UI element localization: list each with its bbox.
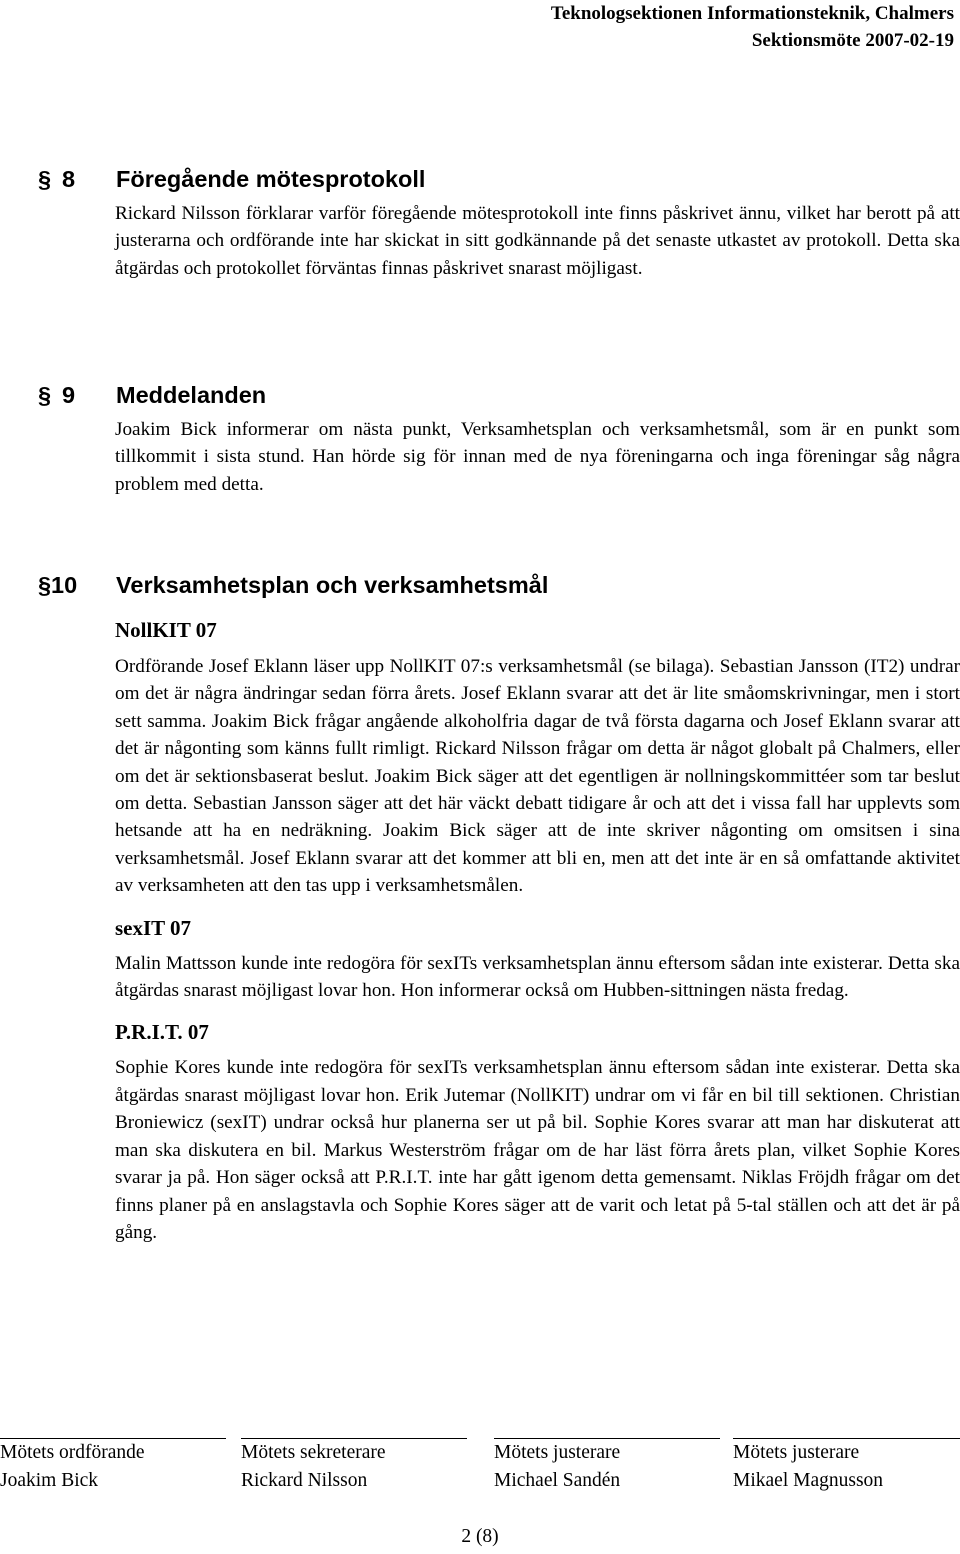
section-number: 10 xyxy=(51,572,78,598)
signature-secretary xyxy=(241,1438,467,1495)
signature-adjuster-2 xyxy=(733,1438,960,1495)
section-body xyxy=(115,416,960,498)
header-org: Teknologsektionen Informationsteknik, Chalmers xyxy=(550,3,954,24)
section-title: Meddelanden xyxy=(116,382,267,408)
signature-name: Mikael Magnusson xyxy=(733,1470,884,1491)
subsection-heading-sexit: sexIT 07 xyxy=(115,915,192,940)
page-header xyxy=(551,0,954,54)
section-sign: § xyxy=(38,382,52,408)
section-10 xyxy=(0,572,960,1246)
subsection-body-prit xyxy=(115,1054,960,1246)
page-number: 2 (8) xyxy=(461,1526,499,1547)
signature-adjuster-1 xyxy=(494,1438,720,1495)
section-body xyxy=(115,200,960,282)
paragraph: Ordförande Josef Eklann läser upp NollKIT 07:s verksamhetsmål (se bilaga). Sebastian Jansson (IT2) undrar om det är några ändringar sedan förra årets. Josef Eklann svarar att det är lite småomskrivningar, men i stort sett samma. Joakim Bick frågar angående alkoholfria dagar de två första dagarna och Josef Eklann svarar att det är någonting som känns fullt rimligt. Rickard Nilsson frågar om detta är något globalt på Chalmers, eller om det är sektionsbaserat beslut. Joakim Bick säger att det egentligen är nollningskommittéer som tar beslut om detta. Sebastian Jansson säger att det här väckt debatt tidigare år och att det i vissa fall har upplevts som hetsande att ha en nedräkning. Joakim Bick säger att de inte skriver någonting om omsitsen i sina verksamhetsmål. Josef Eklann svarar att det kommer att bli en, men att det inte är en så omfattande aktivitet av verksamheten att den tas upp i verksamhetsmålen. xyxy=(115,656,960,897)
signature-role: Mötets ordförande xyxy=(0,1442,145,1463)
paragraph: Sophie Kores kunde inte redogöra för sexITs verksamhetsplan ännu eftersom sådan inte existerar. Detta ska åtgärdas snarast möjligast lovar hon. Erik Jutemar (NollKIT) undrar om vi får en bil till sektionen. Christian Broniewicz (sexIT) undrar också hur planerna ser ut på bil. Sophie Kores svarar att man har diskuterat att man ska diskutera en bil. Markus Westerström frågar om de har läst förra årets plan, vilket Sophie Kores svarar ja på. Hon säger också att P.R.I.T. inte har gått igenom detta gemensamt. Niklas Fröjdh frågar om det finns planer på en anslagstavla och Sophie Kores säger att de varit och letat på 5-tal ställen och att det är på gång. xyxy=(115,1057,960,1243)
signature-name: Michael Sandén xyxy=(494,1470,621,1491)
paragraph: Joakim Bick informerar om nästa punkt, Verksamhetsplan och verksamhetsmål, som är en punkt som tillkommit i sista stund. Han hörde sig för innan med de nya föreningarna och inga föreningar såg några problem med detta. xyxy=(115,419,960,495)
paragraph: Malin Mattsson kunde inte redogöra för sexITs verksamhetsplan ännu eftersom sådan inte existerar. Detta ska åtgärdas snarast möjligast lovar hon. Hon informerar också om Hubben-sittningen nästa fredag. xyxy=(115,952,960,1002)
section-sign: § xyxy=(38,572,52,598)
header-meeting: Sektionsmöte 2007-02-19 xyxy=(751,30,954,51)
signature-block xyxy=(0,1438,960,1498)
signature-role: Mötets sekreterare xyxy=(241,1442,386,1463)
section-number: 8 xyxy=(62,166,76,192)
section-number: 9 xyxy=(62,382,76,408)
signature-chair xyxy=(0,1438,226,1495)
section-title: Föregående mötesprotokoll xyxy=(116,166,426,192)
signature-name: Joakim Bick xyxy=(0,1470,99,1491)
section-title: Verksamhetsplan och verksamhetsmål xyxy=(116,572,549,598)
paragraph: Rickard Nilsson förklarar varför föregående mötesprotokoll inte finns påskrivet ännu, vilket har berott på att justerarna och ordförande inte har skickat in sitt godkännande på det senaste utkastet av protokoll. Detta ska åtgärdas och protokollet förväntas finnas påskrivet snarast möjligast. xyxy=(115,203,960,279)
section-8 xyxy=(0,166,960,282)
section-9 xyxy=(0,382,960,498)
section-heading xyxy=(0,166,960,200)
section-sign: § xyxy=(38,166,52,192)
signature-role: Mötets justerare xyxy=(494,1442,621,1463)
subsection-body-nollkit xyxy=(115,653,960,900)
subsection-heading-nollkit: NollKIT 07 xyxy=(115,618,217,642)
section-heading xyxy=(0,572,960,606)
signature-role: Mötets justerare xyxy=(733,1442,860,1463)
section-heading xyxy=(0,382,960,416)
subsection-body-sexit xyxy=(115,950,960,1005)
subsection-heading-prit: P.R.I.T. 07 xyxy=(115,1020,209,1045)
signature-name: Rickard Nilsson xyxy=(241,1470,368,1491)
